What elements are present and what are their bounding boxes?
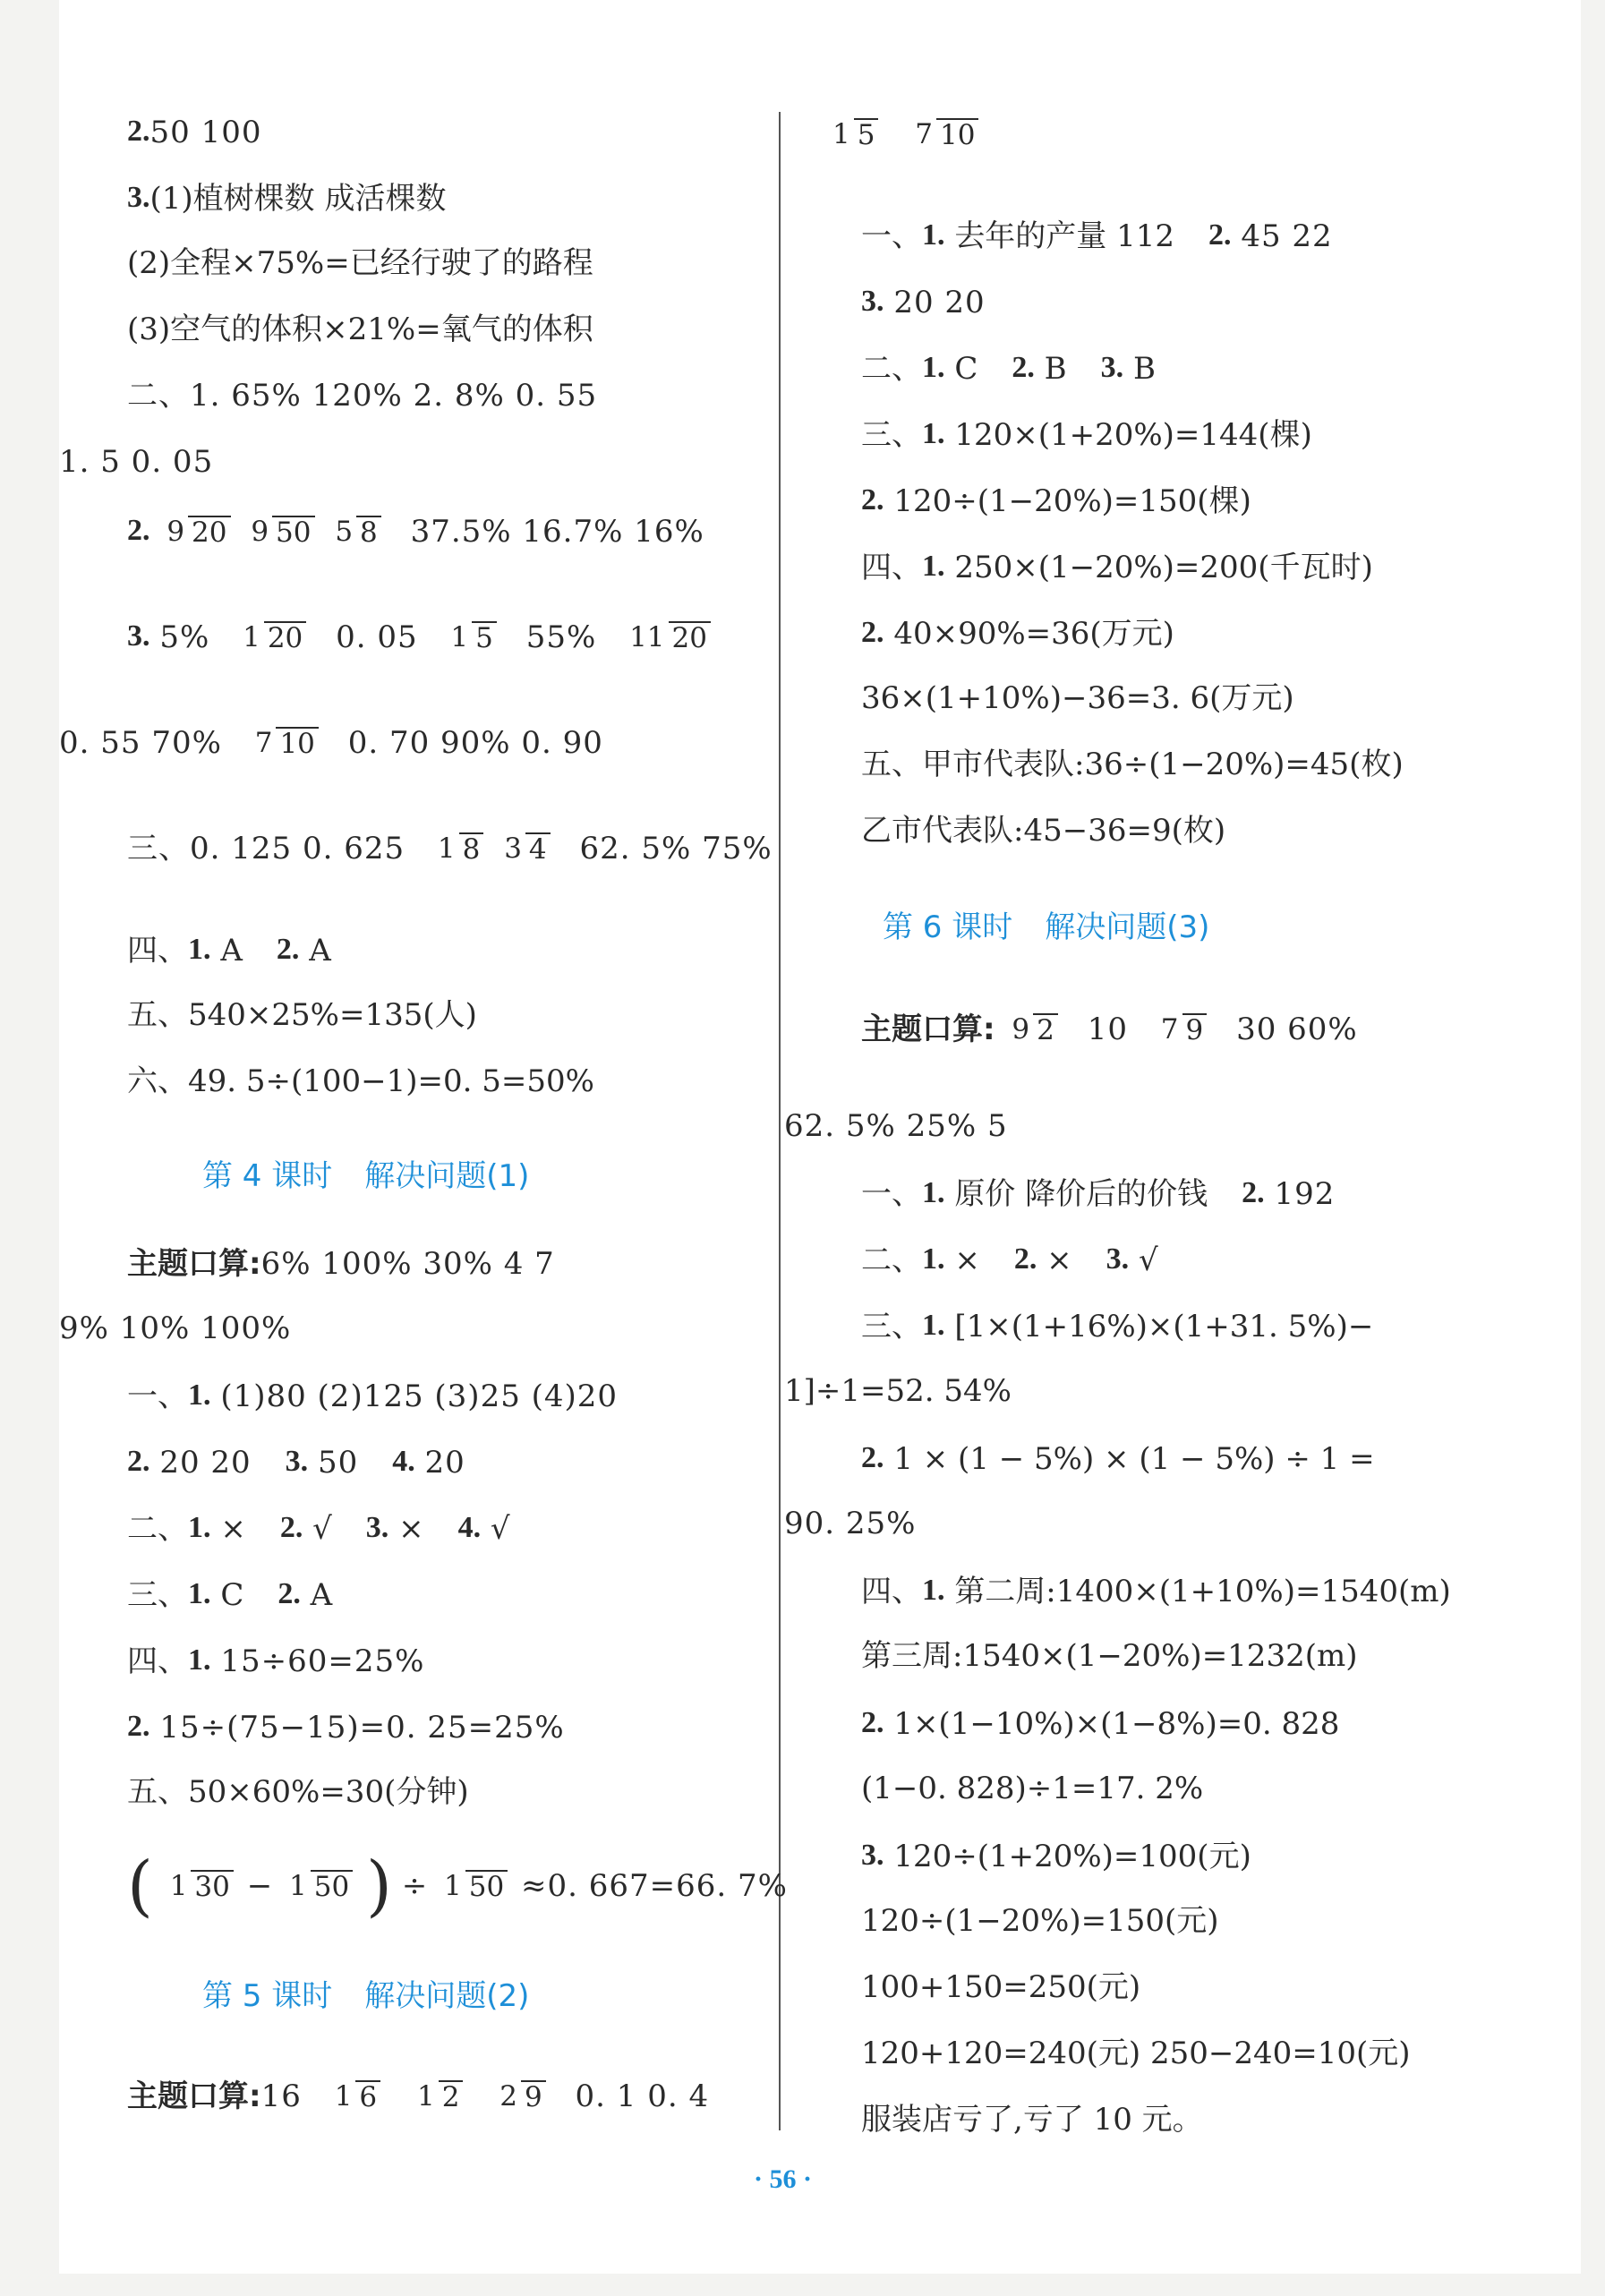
answer-line: 2. 15÷(75−15)=0. 25=25% (127, 1710, 565, 1745)
fraction: 1 20 (239, 621, 306, 654)
answer-line: 四、1. 250×(1−20%)=200(千瓦时) (861, 550, 1373, 585)
answer-line: 3. 20 20 (861, 285, 986, 320)
mental-math-label: 主题口算: (861, 1011, 995, 1047)
answer-text: 50 100 (149, 115, 262, 150)
answer-line: 三、0. 125 0. 625 1 8 3 4 62. 5% 75% (127, 831, 773, 866)
fraction: 3 4 (500, 832, 550, 866)
answer-line: 主题口算:16 1 6 1 2 2 9 0. 1 0. 4 (127, 2078, 710, 2114)
fraction: 9 50 (247, 516, 314, 549)
answer-line: 四、1. 第二周:1400×(1+10%)=1540(m) (861, 1574, 1451, 1609)
answer-line: 1]÷1=52. 54% (784, 1373, 1012, 1409)
fraction: 1 5 (829, 118, 878, 151)
item-number: 3. (127, 181, 150, 214)
answer-line: 120+120=240(元) 250−240=10(元) (861, 2036, 1411, 2071)
answer-line: 四、1. 15÷60=25% (127, 1643, 425, 1679)
fraction: 1 2 (414, 2080, 463, 2113)
fraction: 7 10 (911, 118, 978, 151)
answer-line: 二、1. 65% 120% 2. 8% 0. 55 (127, 378, 598, 414)
answer-line: (2)全程×75%=已经行驶了的路程 (127, 245, 593, 281)
answer-line: 3. 5% 1 20 0. 05 1 5 55% 11 20 (127, 618, 714, 655)
fraction: 7 9 (1157, 1013, 1207, 1046)
answer-line: 9% 10% 100% (59, 1310, 292, 1346)
fraction: 1 6 (331, 2080, 380, 2113)
page-number: · 56 · (754, 2164, 813, 2194)
fraction: 1 50 (440, 1870, 508, 1903)
answer-line: 四、1. A 2. A (127, 933, 331, 969)
answer-line: 90. 25% (784, 1506, 917, 1541)
answer-line: 一、1. 去年的产量 112 2. 45 22 (861, 218, 1333, 254)
mental-math-label: 主题口算: (127, 2078, 261, 2114)
answer-line: 三、1. 120×(1+20%)=144(棵) (861, 417, 1312, 453)
answer-line (825, 115, 982, 150)
answer-line: 一、1. (1)80 (2)125 (3)25 (4)20 (127, 1378, 619, 1414)
lesson-heading: 第 4 课时 解决问题(1) (202, 1158, 530, 1194)
answer-text: (1)植树棵数 成活棵数 (149, 181, 447, 217)
answer-line: 服装店亏了,亏了 10 元。 (861, 2102, 1203, 2138)
item-number: 3. (127, 619, 150, 653)
right-paren: ) (366, 1848, 392, 1925)
answer-line: 六、49. 5÷(100−1)=0. 5=50% (127, 1063, 594, 1099)
answer-line: 主题口算: 9 2 10 7 9 30 60% (861, 1011, 1358, 1047)
answer-line: 36×(1+10%)−36=3. 6(万元) (861, 680, 1294, 716)
answer-line: 二、1. × 2. √ 3. × 4. √ (127, 1511, 510, 1547)
answer-line: 五、甲市代表队:36÷(1−20%)=45(枚) (861, 747, 1404, 782)
answer-line: 第三周:1540×(1−20%)=1232(m) (861, 1638, 1358, 1674)
fraction: 5 8 (331, 516, 380, 549)
fraction: 9 20 (163, 516, 230, 549)
answer-line: (3)空气的体积×21%=氧气的体积 (127, 312, 593, 347)
answer-page (59, 0, 1581, 2274)
answer-line: 100+150=250(元) (861, 1969, 1141, 2005)
item-number: 2. (127, 115, 150, 148)
answer-line: 2. 120÷(1−20%)=150(棵) (861, 483, 1251, 519)
mental-math-label: 主题口算: (127, 1246, 261, 1282)
fraction: 2 9 (496, 2080, 545, 2113)
answer-line: 二、1. C 2. B 3. B (861, 351, 1156, 387)
answer-line: 1. 5 0. 05 (59, 444, 214, 480)
lesson-heading: 第 5 课时 解决问题(2) (202, 1978, 530, 2014)
column-divider (779, 112, 781, 2130)
fraction: 1 5 (447, 621, 496, 654)
answer-line: 3. 120÷(1+20%)=100(元) (861, 1839, 1251, 1874)
item-number: 2. (127, 514, 150, 547)
answer-line: 一、1. 原价 降价后的价钱 2. 192 (861, 1176, 1336, 1212)
answer-line: 2. 20 20 3. 50 4. 20 (127, 1445, 465, 1481)
answer-line (127, 179, 446, 217)
answer-line (127, 113, 261, 150)
answer-line: 三、1. [1×(1+16%)×(1+31. 5%)− (861, 1309, 1374, 1344)
answer-line: 2. 1×(1−10%)×(1−8%)=0. 828 (861, 1706, 1340, 1742)
left-paren: ( (127, 1848, 153, 1925)
answer-line: 二、1. × 2. × 3. √ (861, 1242, 1158, 1278)
answer-line (127, 512, 704, 550)
answer-line: 五、540×25%=135(人) (127, 997, 477, 1033)
answer-line: 五、50×60%=30(分钟) (127, 1774, 469, 1810)
fraction: 7 10 (252, 727, 319, 760)
answer-text: 37.5% 16.7% 16% (410, 514, 704, 550)
answer-line: 三、1. C 2. A (127, 1577, 333, 1613)
fraction: 1 50 (286, 1870, 353, 1903)
answer-line: ( 1 30 − 1 50 ) ÷ 1 50 ≈0. 667=66. 7% (127, 1848, 788, 1925)
answer-line: 120÷(1−20%)=150(元) (861, 1903, 1219, 1939)
answer-line: 0. 55 70% 7 10 0. 70 90% 0. 90 (59, 725, 603, 761)
fraction: 11 20 (626, 621, 711, 654)
answer-line: (1−0. 828)÷1=17. 2% (861, 1771, 1204, 1806)
answer-line: 2. 1 × (1 − 5%) × (1 − 5%) ÷ 1 = (861, 1441, 1375, 1477)
fraction: 1 8 (434, 832, 483, 866)
answer-line: 2. 40×90%=36(万元) (861, 616, 1174, 652)
fraction: 9 2 (1008, 1013, 1057, 1046)
answer-line: 乙市代表队:45−36=9(枚) (861, 813, 1226, 849)
answer-line: 主题口算:6% 100% 30% 4 7 (127, 1246, 555, 1282)
fraction: 1 30 (166, 1870, 234, 1903)
answer-line: 62. 5% 25% 5 (784, 1108, 1008, 1144)
lesson-heading: 第 6 课时 解决问题(3) (883, 909, 1210, 945)
